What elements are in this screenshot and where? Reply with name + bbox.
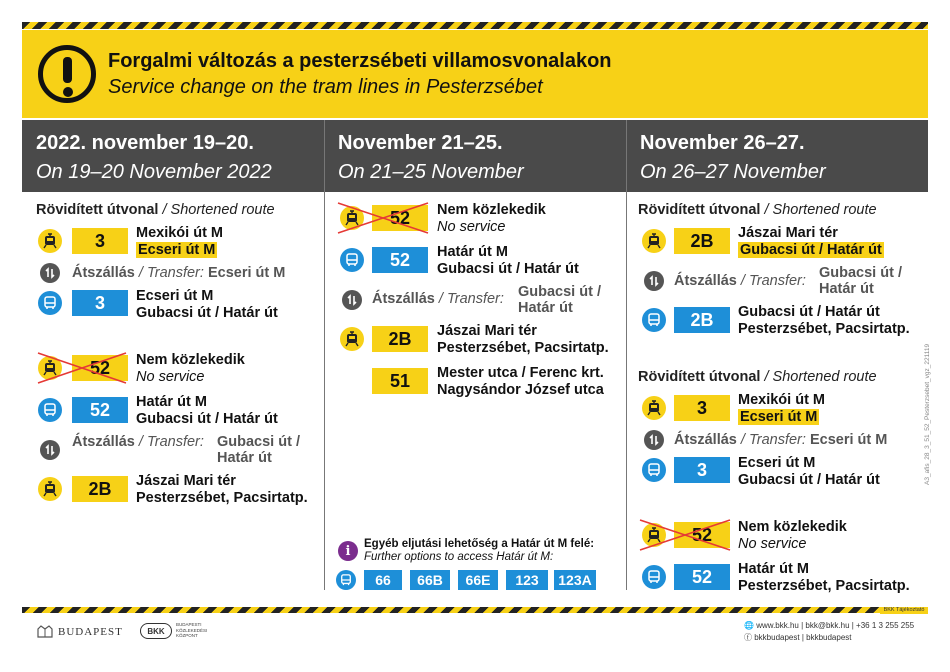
line-badge-2b: 2B xyxy=(674,228,730,254)
footer xyxy=(22,616,928,656)
transfer-text: Átszállás / Transfer: Ecseri út M xyxy=(674,432,888,448)
line-badge-52: 52 xyxy=(72,397,128,423)
bus-line-123: 123 xyxy=(506,570,548,590)
no-service-note: Nem közlekedik No service xyxy=(437,202,546,235)
date-en: On 21–25 November xyxy=(338,161,524,183)
tram-icon xyxy=(340,327,364,351)
title-hu: Forgalmi változás a pesterzsébeti villamosvonalakon xyxy=(108,50,612,72)
cancel-cross-icon xyxy=(638,518,732,552)
route-stops: Mexikói út M Ecseri út M xyxy=(738,392,826,425)
date-hu: November 21–25. xyxy=(338,132,503,154)
further-options: Egyéb eljutási lehetőség a Határ út M felé: Further options to access Határ út M: xyxy=(364,538,595,563)
route-stops: Jászai Mari tér Pesterzsébet, Pacsirtatp. xyxy=(437,323,609,356)
line-badge-3-bus: 3 xyxy=(674,457,730,483)
tram-icon xyxy=(38,229,62,253)
bus-icon xyxy=(642,308,666,332)
line-badge-52: 52 xyxy=(674,564,730,590)
date-en: On 19–20 November 2022 xyxy=(36,161,272,183)
bus-line-66e: 66E xyxy=(458,570,498,590)
transfer-text: Átszállás / Transfer: Ecseri út M xyxy=(72,265,286,281)
line-badge-3: 3 xyxy=(674,395,730,421)
no-service-note: Nem közlekedik No service xyxy=(738,519,847,552)
transfer-stop: Gubacsi út / Határ út xyxy=(819,265,902,297)
tram-icon xyxy=(38,477,62,501)
transfer-icon xyxy=(644,430,664,450)
bus-line-66: 66 xyxy=(364,570,402,590)
hazard-stripe-top xyxy=(22,22,928,29)
bus-icon xyxy=(642,565,666,589)
bus-icon xyxy=(340,248,364,272)
route-stops: Jászai Mari tér Pesterzsébet, Pacsirtatp. xyxy=(136,473,308,506)
route-stops: Határ út M Gubacsi út / Határ út xyxy=(136,394,278,427)
route-stops: Határ út M Pesterzsébet, Pacsirtatp. xyxy=(738,561,910,594)
date-col-3 xyxy=(626,120,928,192)
date-header xyxy=(22,120,928,192)
budapest-logo-text: BUDAPEST xyxy=(58,626,123,638)
transfer-text: Átszállás / Transfer: xyxy=(72,434,204,450)
bkk-logo: BKK xyxy=(140,623,172,639)
transfer-text: Átszállás / Transfer: xyxy=(372,291,504,307)
warning-icon xyxy=(38,45,96,103)
route-stops: Mexikói út M Ecseri út M xyxy=(136,225,224,258)
tram-icon xyxy=(642,229,666,253)
date-hu: November 26–27. xyxy=(640,132,805,154)
route-stops: Ecseri út M Gubacsi út / Határ út xyxy=(738,455,880,488)
contact-line-2: ⓕ bkkbudapest | bkkbudapest xyxy=(744,633,852,642)
route-stops: Jászai Mari tér Gubacsi út / Határ út xyxy=(738,225,882,258)
line-badge-3: 3 xyxy=(72,290,128,316)
line-badge-2b-bus: 2B xyxy=(674,307,730,333)
header-banner xyxy=(22,30,928,118)
no-service-note: Nem közlekedik No service xyxy=(136,352,245,385)
shortened-route-label: Rövidített útvonal / Shortened route xyxy=(638,369,877,385)
date-col-1 xyxy=(22,120,324,192)
bus-line-66b: 66B xyxy=(410,570,450,590)
bus-icon xyxy=(336,570,356,590)
hazard-stripe-bottom xyxy=(22,607,928,613)
transfer-icon xyxy=(40,263,60,283)
route-stops: Mester utca / Ferenc krt. Nagysándor József utca xyxy=(437,365,604,398)
line-badge-2b: 2B xyxy=(72,476,128,502)
transfer-text: Átszállás / Transfer: xyxy=(674,273,806,289)
route-stops: Gubacsi út / Határ út Pesterzsébet, Pacsirtatp. xyxy=(738,304,910,337)
contact-line-1: 🌐 www.bkk.hu | bkk@bkk.hu | +36 1 3 255 255 xyxy=(744,621,915,630)
date-hu: 2022. november 19–20. xyxy=(36,132,254,154)
line-badge-3: 3 xyxy=(72,228,128,254)
transfer-stop: Gubacsi út / Határ út xyxy=(518,284,601,316)
date-col-2 xyxy=(324,120,626,192)
print-code: A3_afis_28_3_51_52_Pesterzsebet_vgz_221119 xyxy=(924,343,931,485)
column-divider xyxy=(626,120,627,590)
line-badge-2b: 2B xyxy=(372,326,428,352)
transfer-icon xyxy=(342,290,362,310)
cancel-cross-icon xyxy=(36,351,128,385)
transfer-icon xyxy=(644,271,664,291)
bus-icon xyxy=(642,458,666,482)
date-en: On 26–27 November xyxy=(640,161,826,183)
shortened-route-label: Rövidített útvonal / Shortened route xyxy=(36,202,275,218)
bkk-logo-text: BUDAPESTI KÖZLEKEDÉSI KÖZPONT xyxy=(176,622,208,638)
line-badge-52-cancelled: 52 xyxy=(674,522,730,548)
line-badge-52-cancelled: 52 xyxy=(372,205,428,231)
tram-icon xyxy=(642,396,666,420)
info-tag: BKK Tájékoztató xyxy=(880,607,928,614)
title-en: Service change on the tram lines in Pesterzsébet xyxy=(108,76,543,98)
bus-icon xyxy=(38,398,62,422)
line-badge-52-cancelled: 52 xyxy=(72,355,128,381)
column-divider xyxy=(324,120,325,590)
line-badge-51: 51 xyxy=(372,368,428,394)
shortened-route-label: Rövidített útvonal / Shortened route xyxy=(638,202,877,218)
bus-icon xyxy=(38,291,62,315)
budapest-crest-icon xyxy=(36,624,54,638)
transfer-stop: Gubacsi út / Határ út xyxy=(217,434,300,466)
info-icon: i xyxy=(338,541,358,561)
line-badge-52: 52 xyxy=(372,247,428,273)
route-stops: Ecseri út M Gubacsi út / Határ út xyxy=(136,288,278,321)
transfer-icon xyxy=(40,440,60,460)
route-stops: Határ út M Gubacsi út / Határ út xyxy=(437,244,579,277)
cancel-cross-icon xyxy=(336,201,430,235)
bus-line-123a: 123A xyxy=(554,570,596,590)
